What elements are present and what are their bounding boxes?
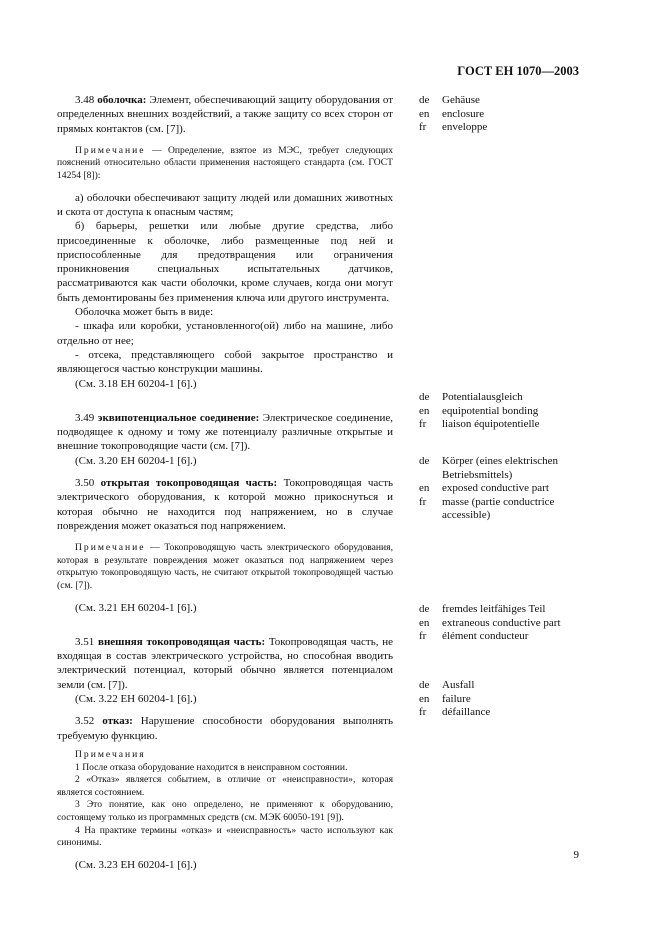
translations-3-49 [419, 391, 589, 432]
term-de: fremdes leitfähiges Teil [442, 603, 546, 615]
entry-3-52-definition [57, 714, 393, 743]
term-en: equipotential bonding [442, 404, 539, 417]
lang-code: fr [419, 706, 427, 718]
lang-code: en [419, 692, 430, 705]
note-text: — Токопроводящую часть электрического оборудования, которая в результате повреждения может оказаться под напряжением через открытую токопроводящую часть, не считают открытой токопроводящей частью (см. [7]). [57, 542, 393, 591]
lang-code: de [419, 391, 430, 403]
note-label: Примечание [75, 542, 146, 554]
translations-3-50 [419, 455, 589, 523]
entry-3-48 [57, 93, 393, 391]
entry-3-48-definition [57, 93, 393, 136]
entry-3-50 [57, 476, 393, 615]
term-en: failure [442, 692, 471, 705]
entry-3-50-definition [57, 476, 393, 533]
lang-code: de [419, 679, 430, 691]
lang-code: fr [419, 630, 427, 642]
term-de: Potentialausgleich [442, 391, 523, 403]
entry-number: 3.50 [75, 477, 95, 490]
paragraph-c: Оболочка может быть в виде: [75, 306, 214, 319]
note-label: Примечание [75, 144, 146, 156]
term-fr: liaison équipotentielle [442, 418, 540, 430]
term-en: exposed conductive part [442, 482, 549, 494]
paragraph-b: б) барьеры, решетки или любые другие средства, либо присоединенные к оболочке, либо размещенные под ней и приспособленные для предотвращения или ограничения проникновения специальных испытательных датчиков, рассматриваются как части оболочки, кроме случаев, когда они могут быть демонтированы без применения ключа или другого инструмента. [57, 220, 393, 304]
term-fr: enveloppe [442, 121, 488, 133]
note [57, 145, 393, 183]
term: внешняя токопроводящая часть: [98, 635, 266, 648]
definition-text: Нарушение способности оборудования выполнять требуемую функцию. [57, 715, 393, 742]
translations-3-52 [419, 679, 589, 720]
lang-code: en [419, 616, 430, 629]
entry-3-52 [57, 714, 393, 872]
note-item: 4 На практике термины «отказ» и «неисправность» часто используют как синонимы. [57, 824, 393, 849]
term: оболочка: [97, 94, 147, 106]
term-fr: masse (partie conductrice accessible) [442, 495, 555, 521]
notes-label: Примечания [75, 748, 146, 760]
term-de: Gehäuse [442, 94, 480, 106]
reference: (См. 3.22 ЕН 60204-1 [6].) [75, 693, 197, 706]
term: отказ: [102, 715, 133, 728]
term: эквипотенциальное соединение: [97, 411, 260, 424]
definition-text: Элемент, обеспечивающий защиту оборудования от определенных внешних воздействий, а также защиту со всех сторон от прямых контактов (см. [7]). [57, 94, 394, 135]
lang-code: fr [419, 495, 427, 508]
term-en: enclosure [442, 107, 485, 120]
page-number: 9 [573, 849, 579, 861]
lang-code: de [419, 455, 430, 467]
term-fr: élément conducteur [442, 630, 529, 642]
note-item: 2 «Отказ» является событием, в отличие от «неисправности», которая является состоянием. [57, 774, 393, 798]
lang-code: de [419, 94, 430, 106]
lang-code: fr [419, 121, 427, 133]
lang-code: en [419, 482, 430, 494]
term-fr: défaillance [442, 706, 491, 718]
entry-number: 3.48 [75, 94, 95, 106]
entry-number: 3.51 [75, 635, 95, 648]
note-item: 1 После отказа оборудование находится в неисправном состоянии. [75, 761, 348, 773]
reference: (См. 3.20 ЕН 60204-1 [6].) [75, 454, 197, 467]
paragraph-a: а) оболочки обеспечивают защиту людей или домашних животных и скота от доступа к опасным частям; [57, 191, 393, 218]
entry-3-49-definition [57, 411, 393, 454]
translations-3-51 [419, 603, 589, 644]
definition-text: Токопроводящая часть, не входящая в состав электрического устройства, но способная вводить электрический потенциал, который обычно является потенциалом земли (см. [7]). [57, 635, 394, 691]
lang-code: de [419, 603, 430, 615]
lang-code: fr [419, 418, 427, 430]
main-column [57, 93, 393, 872]
term-de: Körper (eines elektrischen Betriebsmittels) [442, 455, 559, 481]
reference: (См. 3.18 ЕН 60204-1 [6].) [75, 377, 197, 390]
term-de: Ausfall [442, 679, 475, 691]
entry-3-49 [57, 411, 393, 468]
translations-3-48 [419, 94, 589, 135]
entry-number: 3.49 [75, 411, 95, 424]
note-text: — Определение, взятое из МЭС, требует следующих пояснений относительно области применения настоящего стандарта (см. ГОСТ 14254 [8]): [57, 144, 393, 182]
term: открытая токопроводящая часть: [100, 477, 278, 490]
definition-text: Токопроводящая часть электрического оборудования, к которой можно прикоснуться и которая обычно не находится под напряжением, но в случае повреждения может оказаться под напряжением. [57, 477, 394, 532]
bullet-item: - шкафа или коробки, установленного(ой) либо на машине, либо отдельно от нее; [57, 320, 393, 347]
bullet-item: - отсека, представляющего собой закрытое пространство и являющегося частью конструкции машины. [57, 348, 393, 376]
note [57, 542, 393, 592]
lang-code: en [419, 404, 430, 417]
entry-number: 3.52 [75, 715, 95, 728]
entry-3-51-definition [57, 635, 393, 692]
definition-text: Электрическое соединение, подводящее к одному и тому же потенциалу различные открытые и внешние токопроводящие части (см. [7]). [57, 411, 393, 453]
reference: (См. 3.23 ЕН 60204-1 [6].) [75, 858, 197, 871]
standard-header: ГОСТ ЕН 1070—2003 [457, 64, 579, 78]
reference: (См. 3.21 ЕН 60204-1 [6].) [75, 601, 197, 614]
entry-3-51 [57, 635, 393, 706]
term-en: extraneous conductive part [442, 616, 561, 629]
note-item: 3 Это понятие, как оно определено, не применяют к оборудованию, состоящему только из программных средств (см. МЭК 60050-191 [9]). [57, 799, 393, 823]
lang-code: en [419, 107, 430, 120]
